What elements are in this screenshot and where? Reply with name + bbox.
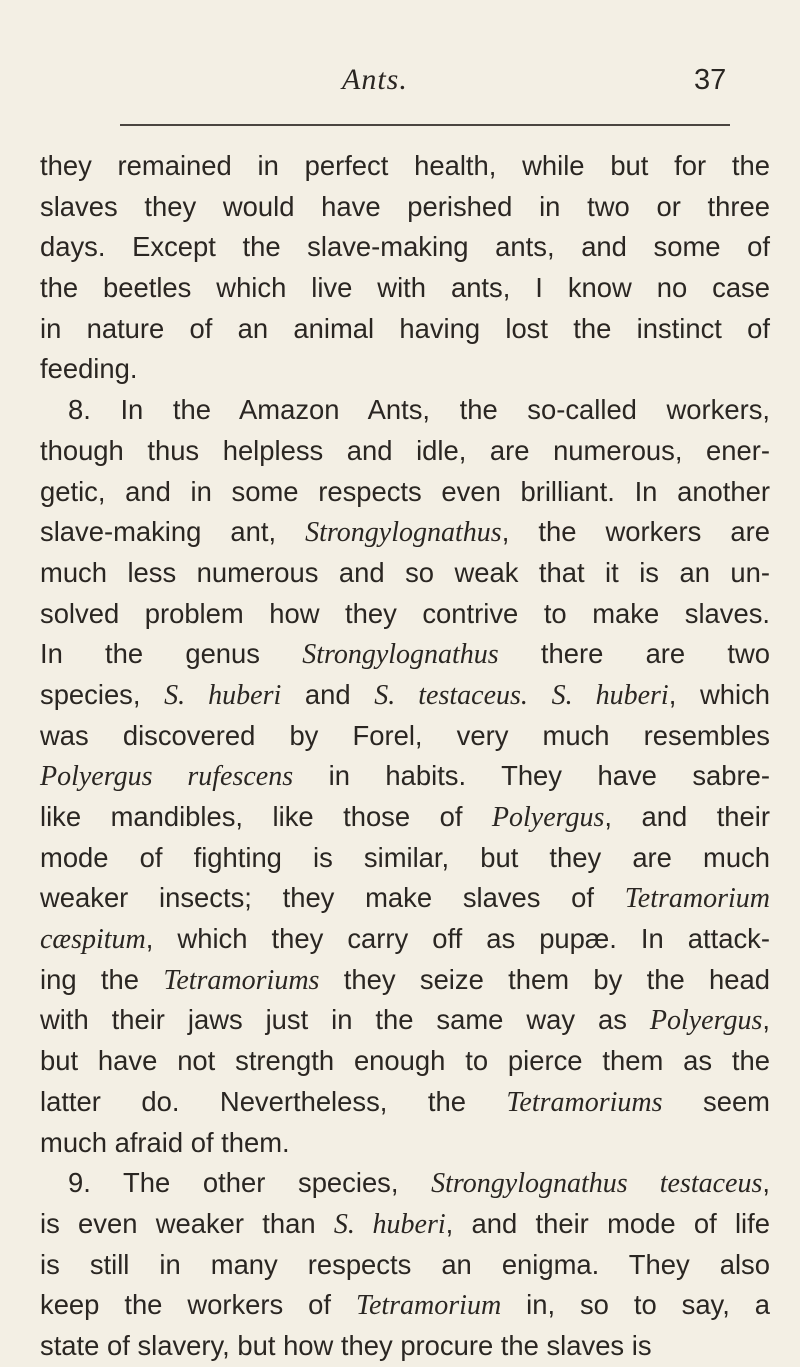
text-segment: though thus helpless and idle, are numerous, ener- [40,434,770,466]
text-segment: in habits. They have sabre- [293,760,770,792]
text-segment: latter do. Nevertheless, the [40,1085,507,1117]
text-segment: but have not strength enough to pierce them as the [40,1045,770,1077]
text-segment: , and their mode of life [445,1207,770,1239]
text-line [40,919,770,960]
text-segment: they remained in perfect health, while but for the [40,150,770,181]
text-line [40,878,770,919]
text-segment: keep the workers of [40,1289,356,1321]
text-segment [528,679,552,710]
italic-term: Strongylognathus testaceus [431,1168,763,1200]
italic-term: S. huberi [551,679,669,711]
running-head [0,62,800,98]
text-segment: getic, and in some respects even brilliant. In another [40,475,770,507]
text-line [40,1163,770,1204]
italic-term: Tetramoriums [163,964,320,996]
italic-term: Polyergus [649,1005,763,1037]
text-line [40,960,770,1001]
text-line [40,472,770,513]
text-segment: , and their [604,801,770,832]
italic-term: S. huberi [164,679,282,711]
text-line [40,756,770,797]
italic-term: S. huberi [333,1208,446,1240]
text-segment: the beetles which live with ants, I know no case [40,272,770,304]
body-text [40,146,770,1367]
text-segment: state of slavery, but how they procure the slaves is [40,1329,652,1361]
text-segment: In the genus [40,638,303,670]
text-segment: 9. The other species, [68,1167,432,1199]
text-segment: much afraid of them. [40,1126,290,1158]
italic-term: Tetramorium [624,883,770,915]
text-segment: solved problem how they contrive to make slaves. [40,597,770,629]
text-segment: is still in many respects an enigma. They also [40,1248,770,1280]
italic-term: Polyergus [491,802,605,833]
text-segment: days. Except the slave-making ants, and some of [40,231,770,263]
text-segment: , the workers are [501,516,770,548]
text-segment: , which [668,678,770,710]
text-line [40,1082,770,1123]
text-line [40,594,770,635]
text-segment: in, so to say, a [501,1289,771,1321]
running-title: Ants. [342,63,408,96]
text-line [40,1285,770,1326]
text-line [40,187,770,228]
text-line [40,146,770,187]
text-line [40,349,770,390]
text-segment: was discovered by Forel, very much resembles [40,719,770,751]
text-segment: feeding. [40,353,138,385]
page-number: 37 [694,64,727,96]
italic-term: Polyergus rufescens [40,761,294,793]
text-segment: mode of fighting is similar, but they are much [40,841,770,873]
text-line [40,1204,770,1245]
text-segment: like mandibles, like those of [40,801,492,832]
text-segment: ing the [40,963,164,995]
text-line [40,1245,770,1286]
text-line [40,634,770,675]
text-segment: much less numerous and so weak that it is an un- [40,556,770,588]
header-rule [120,124,730,126]
text-line [40,1041,770,1082]
text-line [40,1123,770,1164]
text-segment: slaves they would have perished in two or three [40,190,770,222]
text-segment: seem [662,1085,771,1117]
text-line [40,797,770,838]
text-line [40,716,770,757]
text-line [40,675,770,716]
text-line [40,227,770,268]
text-segment: , [762,1167,770,1199]
text-line [40,553,770,594]
italic-term: Strongylognathus [305,517,502,549]
text-segment: species, [40,678,165,710]
text-segment: weaker insects; they make slaves of [40,882,625,914]
text-segment: in nature of an animal having lost the instinct of [40,312,770,344]
text-line [40,268,770,309]
text-line [40,309,770,350]
text-line [40,431,770,472]
text-line [40,838,770,879]
text-segment: , which they carry off as pupæ. In attack- [145,923,770,955]
italic-term: Strongylognathus [302,639,499,671]
italic-term: Tetramorium [355,1290,502,1322]
italic-term: Tetramoriums [506,1086,663,1118]
italic-term: cæspitum [40,924,146,956]
text-segment: , [762,1004,770,1036]
text-segment: slave-making ant, [40,516,306,548]
italic-term: S. testaceus. [374,679,528,711]
text-segment: they seize them by the head [319,963,770,995]
text-line [40,1326,770,1367]
text-segment: with their jaws just in the same way as [40,1004,650,1036]
text-line [40,512,770,553]
text-segment: is even weaker than [40,1207,334,1239]
text-segment: 8. In the Amazon Ants, the so-called workers, [68,394,770,426]
text-segment: and [281,678,375,710]
text-segment: there are two [498,638,770,670]
text-line [40,1000,770,1041]
text-line [40,390,770,431]
